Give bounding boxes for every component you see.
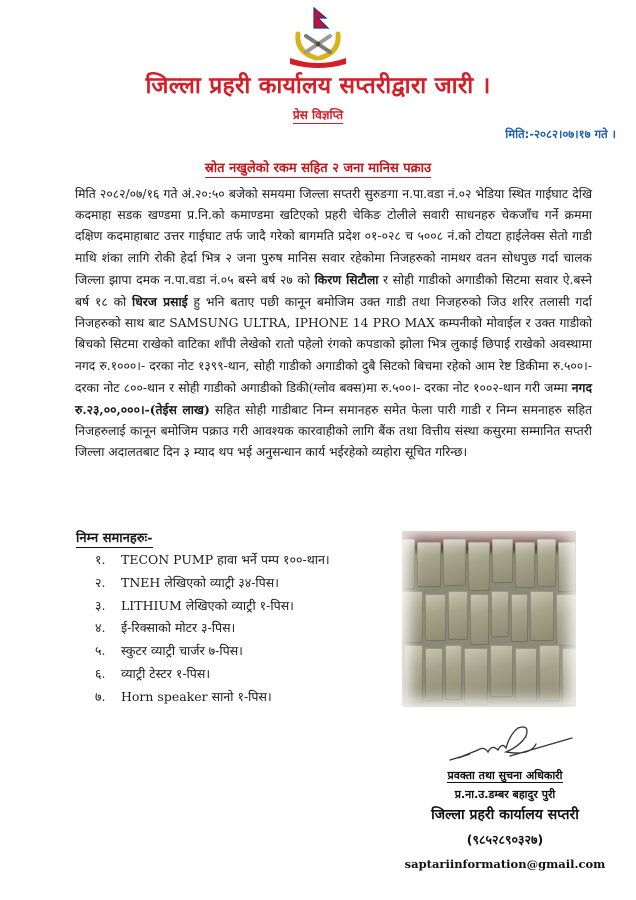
list-item-number: ४. <box>95 620 106 636</box>
signatory-role <box>400 768 610 784</box>
list-item-text: Horn speaker सानो १-पिस। <box>121 688 272 704</box>
list-item <box>95 572 330 595</box>
body-text-1: मिति २०८२/०७/१६ गते अं.२०:५० बजेको समयमा जिल्ला सप्तरी सुरुङगा न.पा.वडा नं.०२ भेडिया स्थित गाईघाट देखि कदमाहा सडक खण्डमा प्र.नि.को कमाण्डमा खटिएको प्रहरी चेकिङ टोलीले सवारी साधनहरु चेकजाँच गर्ने क्रममा दक्षिण कदमाहाबाट उत्तर गाईघाट तर्फ जादै गरेको बागमति प्रदेश ०१-०२८ च ५००८ नं.को टोयटा हाईलेक्स सेतो गाडी माथि शंका लागि रोकी हेर्दा भित्र २ जना पुरुष मानिस सवार रहेकोमा निजहरुको नामथर वतन सोधपुछ गर्दा चालक जिल्ला झापा दमक न.पा.वडा नं.०५ बस्ने बर्ष २७ को <box>75 187 592 287</box>
press-release-label <box>0 106 636 123</box>
list-item <box>95 686 330 709</box>
list-item-text: LITHIUM लेखिएको व्याट्री १-पिस। <box>121 597 294 613</box>
seized-items-list <box>95 549 330 709</box>
nepal-police-emblem <box>280 6 356 68</box>
suspect-name-2: धिरज प्रसाई <box>132 294 188 310</box>
list-item-number: ३. <box>95 597 106 613</box>
items-heading <box>76 528 153 546</box>
body-text-2: र सोही गाडीको अगाडीको सिटमा सवार ऐ.बस्ने बर्ष १८ को <box>75 272 593 310</box>
seized-cash-photo <box>402 531 576 707</box>
office-name: जिल्ला प्रहरी कार्यालय सप्तरी <box>431 807 579 823</box>
list-item <box>95 595 330 618</box>
list-item-number: ६. <box>95 665 106 681</box>
release-date: मिति:-२०८२।०७।१७ गते । <box>505 127 616 141</box>
list-item-number: २. <box>95 574 106 590</box>
seized-amount: नगद रु.२३,००,०००।-(तेईस लाख) <box>75 379 592 418</box>
body-paragraph <box>75 184 592 464</box>
news-headline-text: स्रोत नखुलेको रकम सहित २ जना मानिस पक्राउ <box>204 161 432 176</box>
list-item-text: TNEH लेखिएको व्याट्री ३४-पिस। <box>121 574 279 590</box>
list-item <box>95 549 330 572</box>
suspect-name-1: किरण सिटौला <box>314 271 379 287</box>
items-heading-text: निम्न समानहरुः- <box>76 531 153 546</box>
signatory-name: प्र.ना.उ.डम्बर बहादुर पुरी <box>454 788 556 801</box>
photo-vignette <box>402 531 576 707</box>
signatory-role-text: प्रवक्ता तथा सुचना अधिकारी <box>447 769 563 782</box>
list-item <box>95 617 330 640</box>
email-address[interactable]: saptariinformation@gmail.com <box>404 857 606 871</box>
list-item-number: ५. <box>95 643 106 659</box>
signature <box>440 722 580 767</box>
list-item-number: ७. <box>95 688 106 704</box>
body-text-4: सहित सोही गाडीबाट निम्न समानहरु समेत फेला पारी गाडी र निम्न समनाहरु सहित निजहरुलाई कानून बमोजिम पक्राउ गरी आवश्यक कारवाहीको लागि बैंक तथा वित्तीय संस्था कसुरमा सम्मानित सप्तरी जिल्ला अदालतबाट दिन ३ म्याद थप भई अनुसन्धान कार्य भईरहेको व्यहोरा सूचित गरिन्छ। <box>75 403 592 460</box>
press-release-label-text: प्रेस विज्ञप्ति <box>292 108 344 122</box>
news-headline <box>0 158 636 176</box>
list-item <box>95 640 330 663</box>
signature-block <box>400 768 610 873</box>
list-item-text: व्याट्री टेस्टर १-पिस। <box>121 665 211 681</box>
phone-number: (९८५२८९०३२७) <box>466 832 544 847</box>
list-item-text: TECON PUMP हावा भर्ने पम्प १००-थान। <box>121 552 330 567</box>
page-title: जिल्ला प्रहरी कार्यालय सप्तरीद्वारा जारी । <box>145 73 491 99</box>
list-item-number: १. <box>95 552 106 567</box>
list-item-text: स्कुटर व्याट्री चार्जर ७-पिस। <box>121 643 243 659</box>
list-item <box>95 663 330 686</box>
body-text-3: हु भनि बताए पछी कानून बमोजिम उक्त गाडी तथा निजहरुको जिउ शरिर तलासी गर्दा निजहरुको साथ बाट SAMSUNG ULTRA, IPHONE 14 PRO MAX कम्पनीको मोवाईल र उक्त गाडीको बिचको सिटमा राखेको वाटिका शाँपी लेखेको रातो पहेलो रंगको कपडाको झोला भित्र लुकाई छिपाई राखेको अवस्थामा नगद रु.१०००।- दरका नोट १३९९-थान, सोही गाडीको अगाडीको दुबै सिटको बिचमा रहेको आम रेष्ट डिकीमा रु.५००।-दरका नोट ८००-थान र सोही गाडीको अगाडीको डिकी(ग्लोव बक्स)मा रु.५००।- दरका नोट १००२-थान गरी जम्मा <box>75 295 592 395</box>
list-item-text: ई-रिक्साको मोटर ३-पिस। <box>121 620 236 636</box>
